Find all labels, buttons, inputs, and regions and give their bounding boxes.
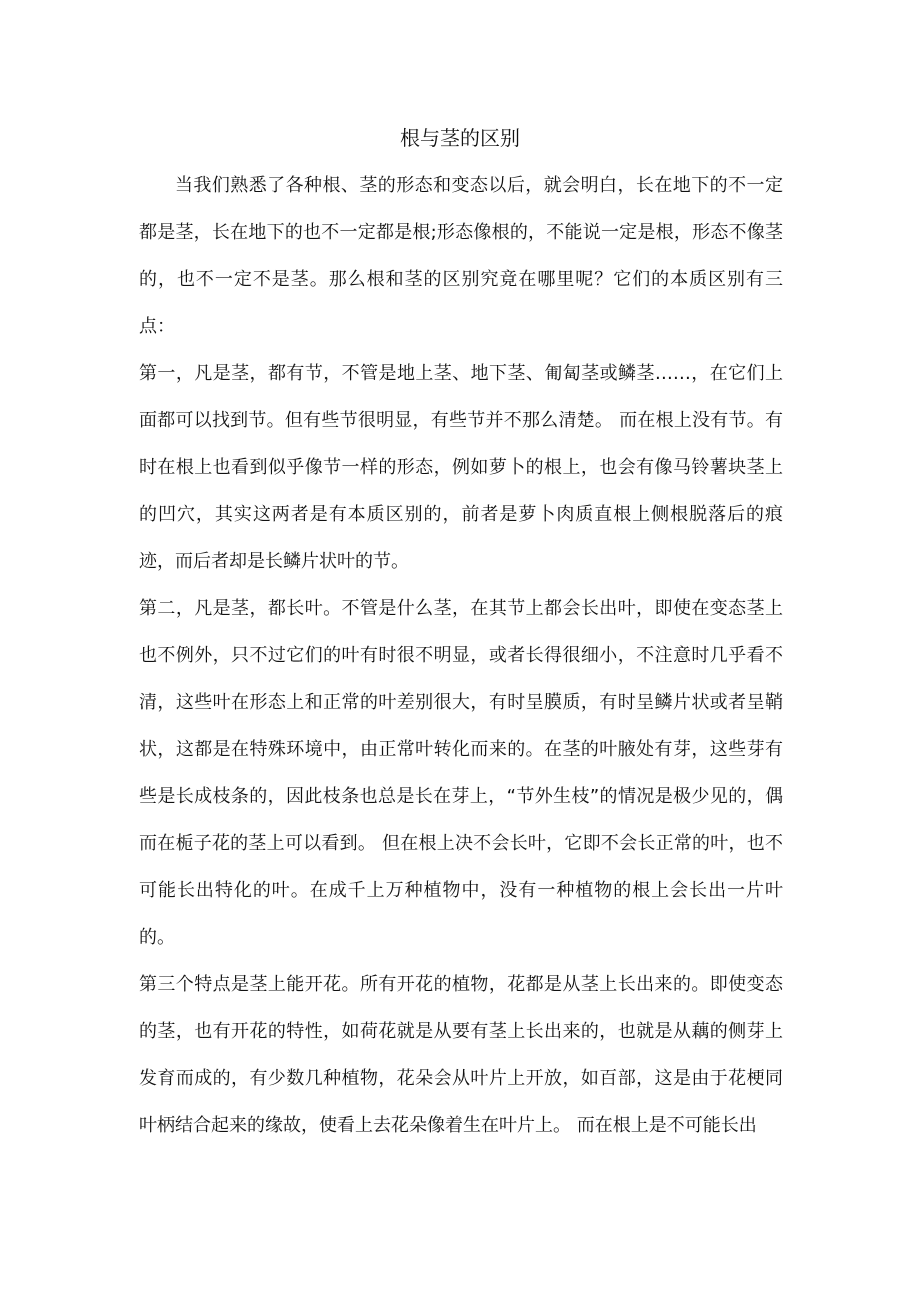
paragraph-intro: 当我们熟悉了各种根、茎的形态和变态以后，就会明白，长在地下的不一定都是茎，长在地下的也不一定都是根;形态像根的，不能说一定是根，形态不像茎的，也不一定不是茎。那么根和茎的区别究竟在哪里呢？它们的本质区别有三点： (139, 175, 783, 337)
paragraph-second-point: 第二，凡是茎，都长叶。不管是什么茎，在其节上都会长出叶，即使在变态茎上也不例外，只不过它们的叶有时很不明显，或者长得很细小，不注意时几乎看不清，这些叶在形态上和正常的叶差别很大，有时呈膜质，有时呈鳞片状或者呈鞘状，这都是在特殊环境中，由正常叶转化而来的。在茎的叶腋处有芽，这些芽有些是长成枝条的，因此枝条也总是长在芽上，“节外生枝”的情况是极少见的，偶而在栀子花的茎上可以看到。 但在根上决不会长叶，它即不会长正常的叶，也不可能长出特化的叶。在成千上万种植物中，没有一种植物的根上会长出一片叶的。 (139, 598, 783, 948)
document-body (139, 162, 783, 1149)
paragraph-first-point: 第一，凡是茎，都有节，不管是地上茎、地下茎、匍匐茎或鳞茎……，在它们上面都可以找到节。但有些节很明显，有些节并不那么清楚。 而在根上没有节。有时在根上也看到似乎像节一样的形态，例如萝卜的根上，也会有像马铃薯块茎上的凹穴，其实这两者是有本质区别的，前者是萝卜肉质直根上侧根脱落后的痕迹，而后者却是长鳞片状叶的节。 (139, 363, 783, 572)
paragraph-third-point: 第三个特点是茎上能开花。所有开花的植物，花都是从茎上长出来的。即使变态的茎，也有开花的特性，如荷花就是从要有茎上长出来的，也就是从藕的侧芽上发育而成的，有少数几种植物，花朵会从叶片上开放，如百部，这是由于花梗同叶柄结合起来的缘故，使看上去花朵像着生在叶片上。 而在根上是不可能长出 (139, 974, 783, 1136)
document-title: 根与茎的区别 (400, 126, 520, 150)
